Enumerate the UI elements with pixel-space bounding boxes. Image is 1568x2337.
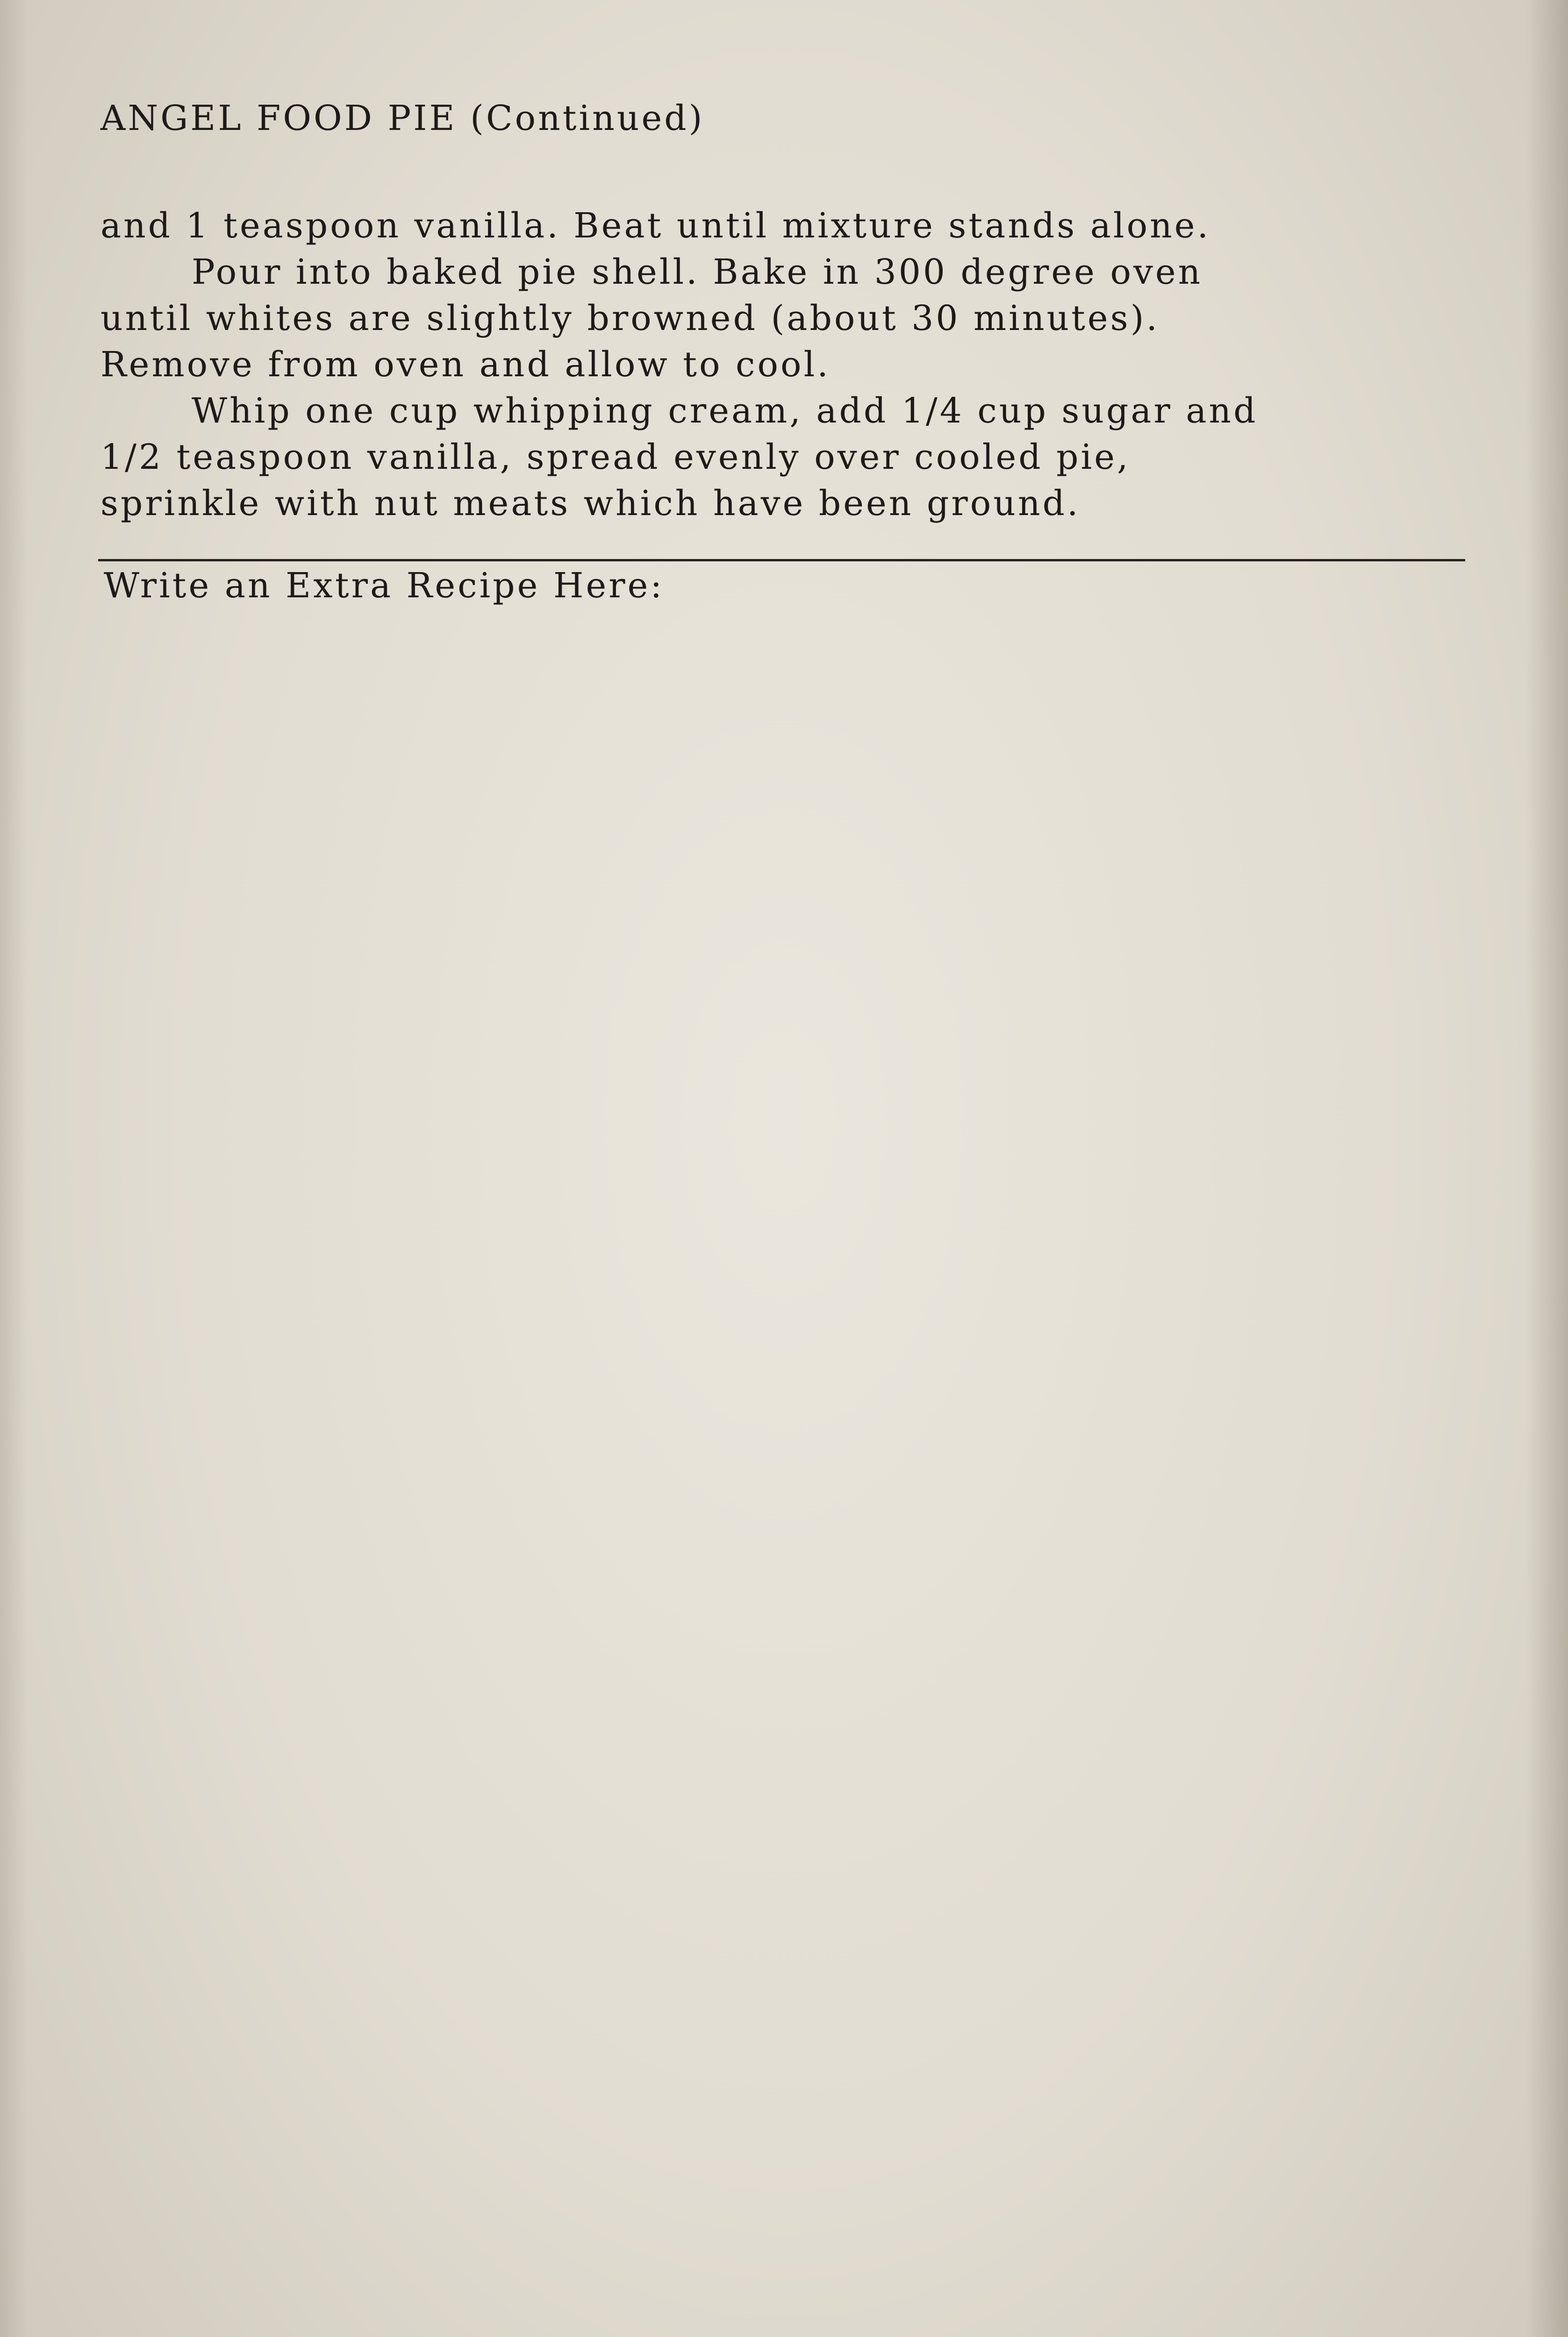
recipe-line-7: sprinkle with nut meats which have been ground. (100, 483, 1081, 523)
recipe-line-5: Whip one cup whipping cream, add 1/4 cup sugar and (192, 391, 1258, 431)
recipe-content (100, 98, 1484, 527)
recipe-line-3: until whites are slightly browned (about 30 minutes). (100, 298, 1160, 338)
divider-top (98, 559, 1465, 561)
recipe-line-6: 1/2 teaspoon vanilla, spread evenly over cooled pie, (100, 437, 1131, 477)
recipe-line-1: and 1 teaspoon vanilla. Beat until mixture stands alone. (100, 206, 1211, 246)
recipe-line-4: Remove from oven and allow to cool. (100, 344, 831, 385)
extra-recipe-label: Write an Extra Recipe Here: (104, 566, 665, 606)
page-spine-shadow (1526, 0, 1568, 2337)
page-left-shadow (0, 0, 28, 2337)
recipe-line-2: Pour into baked pie shell. Bake in 300 degree oven (192, 252, 1203, 292)
recipe-title: ANGEL FOOD PIE (Continued) (100, 98, 705, 138)
